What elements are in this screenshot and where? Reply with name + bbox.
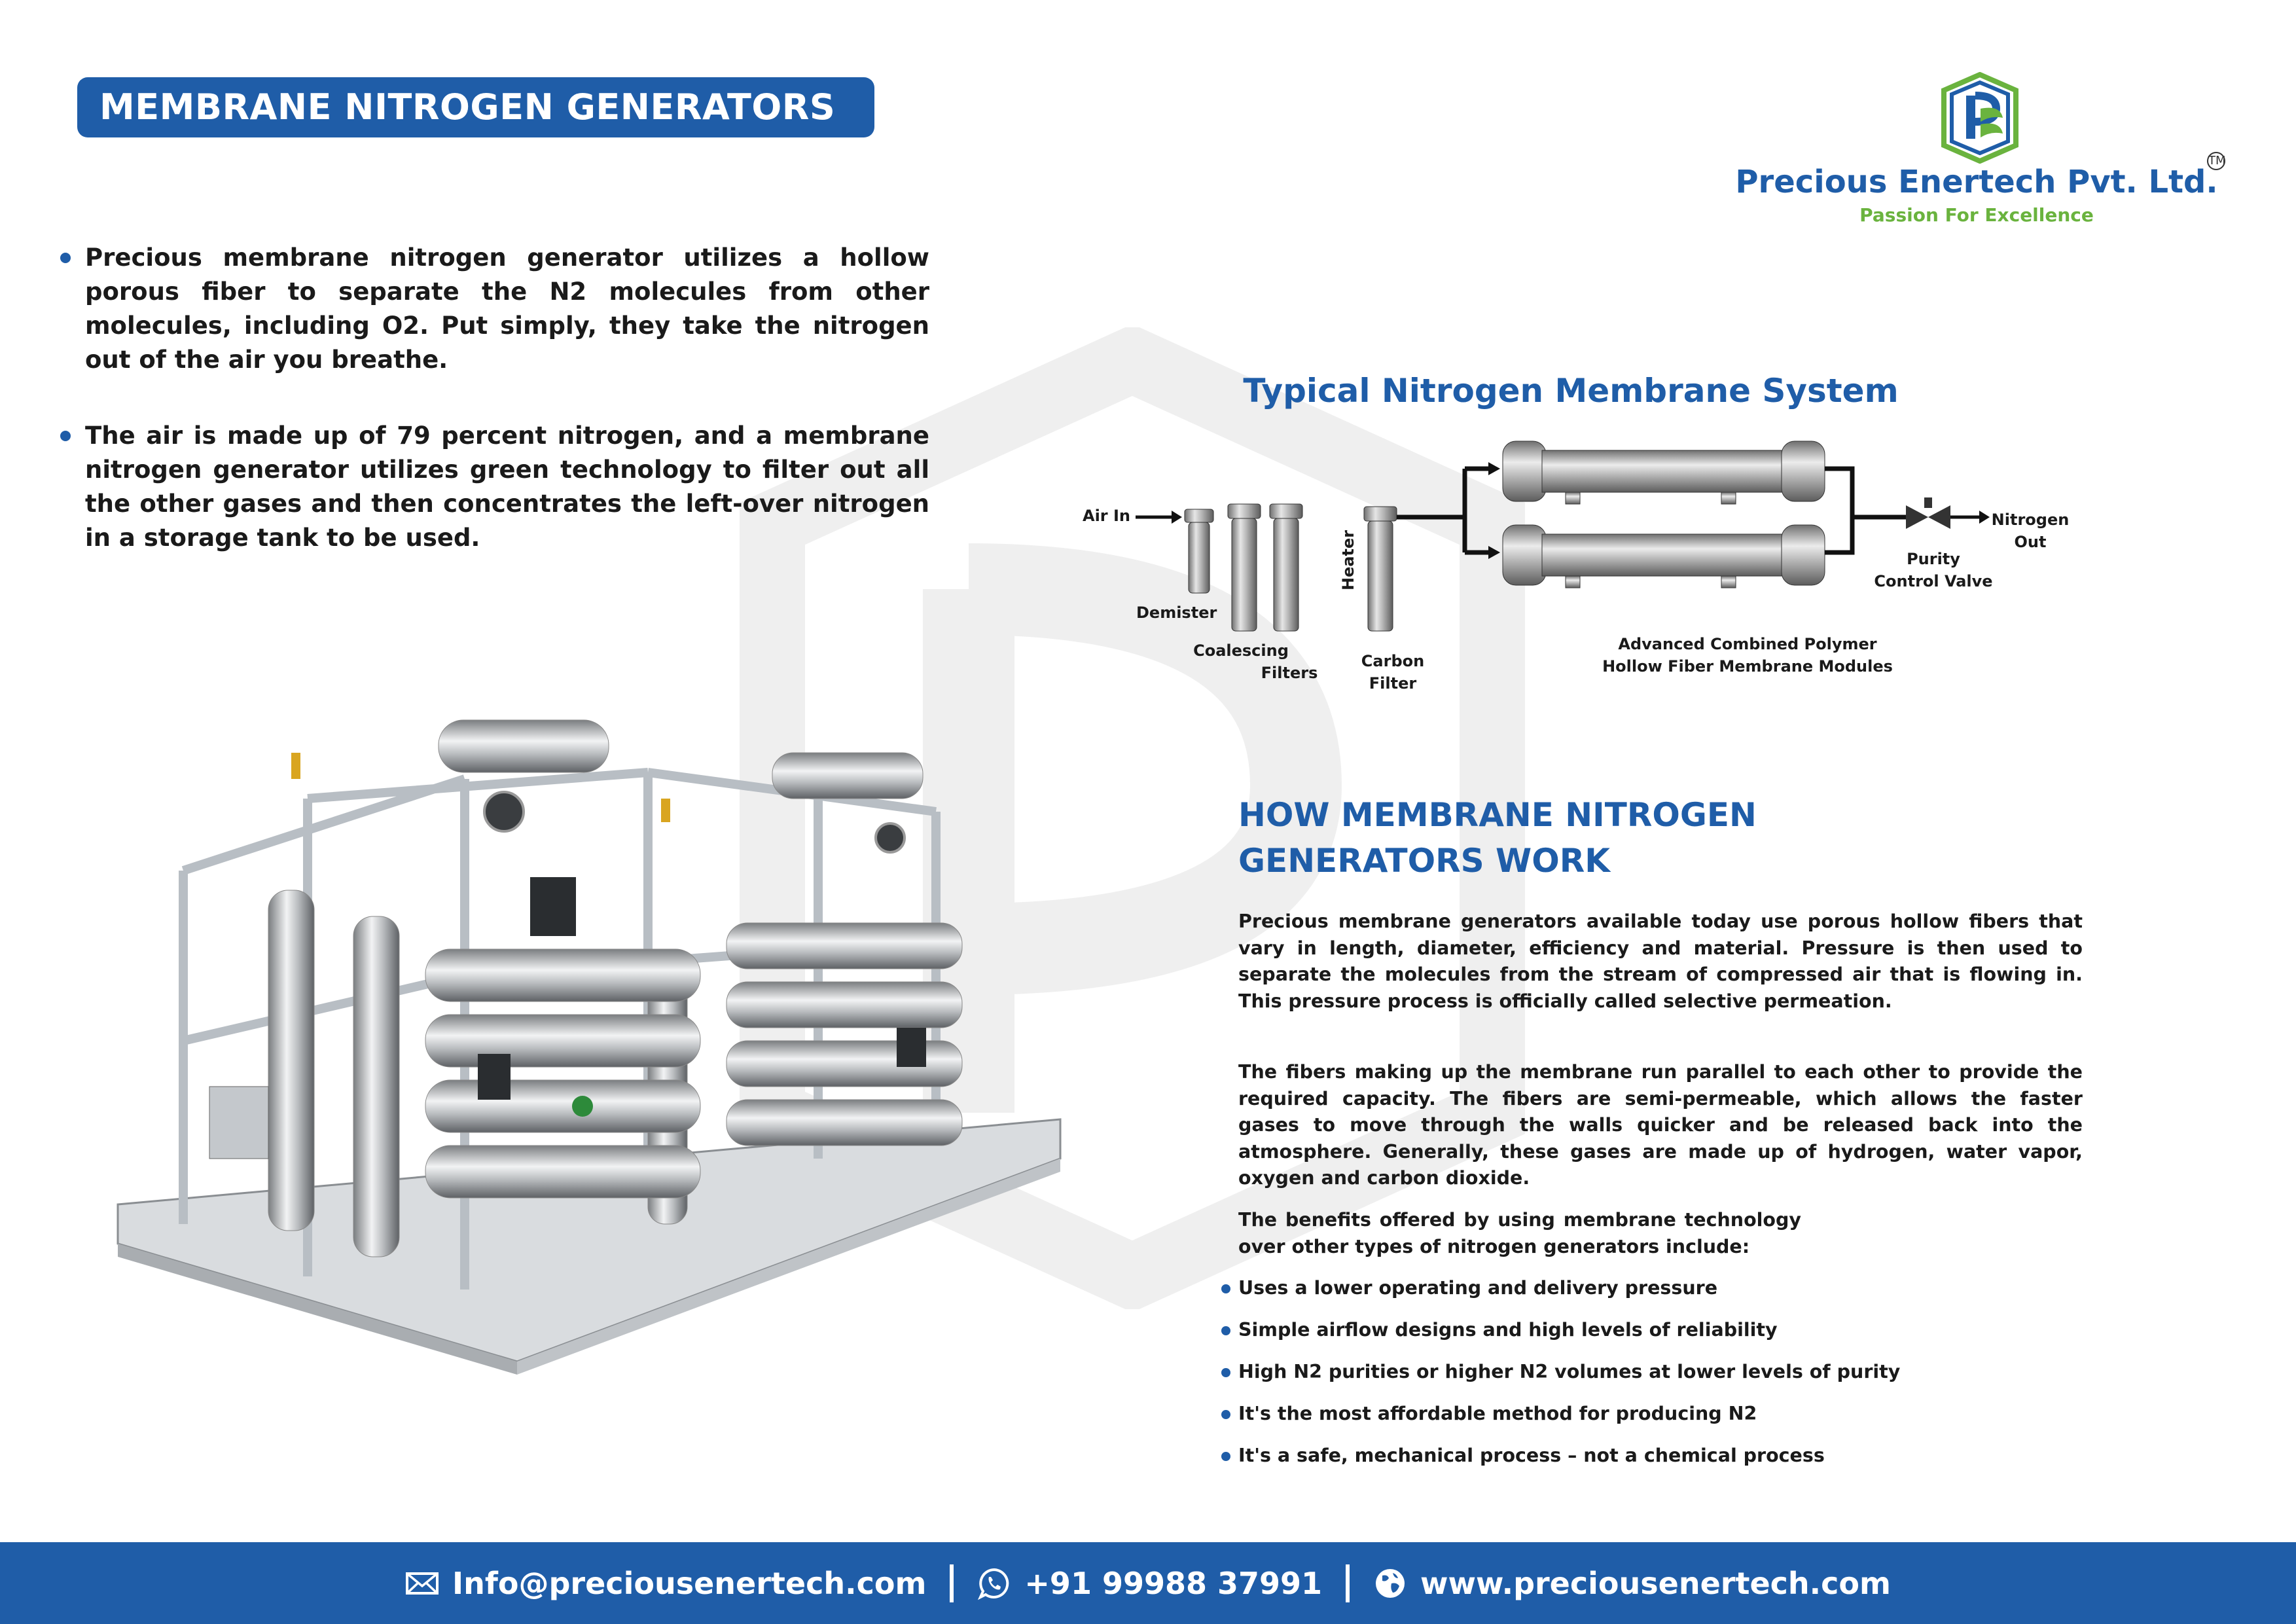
nitrogen-membrane-diagram xyxy=(1073,425,2108,700)
footer-email-text[interactable]: Info@preciousenertech.com xyxy=(452,1565,927,1601)
logo-mark-icon xyxy=(1937,72,2022,164)
footer-website[interactable] xyxy=(1373,1566,1891,1601)
benefits-intro: The benefits offered by using membrane technology over other types of nitrogen generators include: xyxy=(1238,1209,1801,1257)
footer-separator xyxy=(1346,1564,1350,1602)
label-carbon-1: Carbon xyxy=(1361,652,1425,670)
intro-bullet-1: Precious membrane nitrogen generator utilizes a hollow porous fiber to separate the N2 molecules from other molecules, including O2. Put simply, they take the nitrogen out of the air you breathe. xyxy=(59,241,929,377)
benefit-item: High N2 purities or higher N2 volumes at lower levels of purity xyxy=(1219,1359,2135,1401)
footer-separator xyxy=(950,1564,954,1602)
label-purity-2: Control Valve xyxy=(1874,572,1993,590)
whatsapp-icon xyxy=(977,1566,1011,1600)
intro-bullet-2: The air is made up of 79 percent nitrogen, and a membrane nitrogen generator utilizes green technology to filter out all the other gases and then concentrates the left-over nitrogen in a storage tank to be used. xyxy=(59,419,929,555)
label-nitrogen-1: Nitrogen xyxy=(1991,511,2070,529)
logo-company-name: Precious Enertech Pvt. Ltd. xyxy=(1735,164,2218,200)
inlet-manifold xyxy=(1397,469,1488,552)
how-heading-line-1: HOW MEMBRANE NITROGEN xyxy=(1238,796,1757,834)
benefit-item: Simple airflow designs and high levels of reliability xyxy=(1219,1317,2135,1359)
carbon-filter xyxy=(1364,507,1397,631)
globe-icon xyxy=(1373,1566,1407,1600)
coalescing-filter-2 xyxy=(1270,504,1302,631)
how-paragraph-2: The fibers making up the membrane run parallel to each other to provide the required capacity. The fibers are semi-permeable, which allows the faster gases to move through the walls quicker and be released back into the atmosphere. Generally, these gases are made up of hydrogen, water vapor, oxygen and carbon dioxide. xyxy=(1238,1061,2083,1189)
how-paragraph-1: Precious membrane generators available today use porous hollow fibers that vary in length, diameter, efficiency and material. Pressure is then used to separate the molecules from the stream of compressed air that is flowing in. This pressure process is officially called selective permeation. xyxy=(1238,911,2083,1012)
logo-tagline: Passion For Excellence xyxy=(1859,204,2094,226)
label-nitrogen-2: Out xyxy=(2014,533,2047,551)
label-demister: Demister xyxy=(1136,604,1217,622)
how-heading-line-2: GENERATORS WORK xyxy=(1238,842,1610,880)
footer-website-text[interactable]: www.preciousenertech.com xyxy=(1420,1565,1891,1601)
benefit-item: It's the most affordable method for producing N2 xyxy=(1219,1401,2135,1443)
label-modules-2: Hollow Fiber Membrane Modules xyxy=(1602,657,1893,676)
outlet-manifold xyxy=(1825,469,1906,552)
benefit-item: It's a safe, mechanical process – not a chemical process xyxy=(1219,1443,2135,1485)
demister-vessel xyxy=(1185,509,1213,593)
how-it-works-paragraphs xyxy=(1238,909,2083,1236)
label-heater: Heater xyxy=(1339,530,1357,590)
page-title: MEMBRANE NITROGEN GENERATORS xyxy=(77,77,874,137)
label-coalescing-2: Filters xyxy=(1261,664,1318,682)
intro-bullets xyxy=(59,241,929,597)
membrane-module-top xyxy=(1503,441,1825,504)
company-logo xyxy=(1728,72,2225,229)
footer-email[interactable] xyxy=(405,1566,926,1601)
trademark-badge: TM xyxy=(2207,152,2225,170)
mail-icon xyxy=(405,1566,439,1600)
label-purity-1: Purity xyxy=(1907,550,1960,568)
label-modules-1: Advanced Combined Polymer xyxy=(1618,635,1877,653)
footer-phone[interactable] xyxy=(977,1566,1322,1601)
footer-phone-text[interactable]: +91 99988 37991 xyxy=(1024,1565,1323,1601)
purity-control-valve xyxy=(1906,497,1950,529)
benefit-item: Uses a lower operating and delivery pressure xyxy=(1219,1275,2135,1317)
diagram-title: Typical Nitrogen Membrane System xyxy=(1243,372,1899,410)
contact-footer xyxy=(0,1542,2296,1624)
membrane-module-bottom xyxy=(1503,525,1825,588)
label-air-in: Air In xyxy=(1083,507,1131,525)
label-coalescing-1: Coalescing xyxy=(1193,641,1289,660)
label-carbon-2: Filter xyxy=(1369,674,1417,693)
benefits-list xyxy=(1219,1275,2135,1485)
how-it-works-heading xyxy=(1238,792,1827,884)
coalescing-filter-1 xyxy=(1228,504,1261,631)
nitrogen-generator-skid-image xyxy=(111,700,1067,1375)
